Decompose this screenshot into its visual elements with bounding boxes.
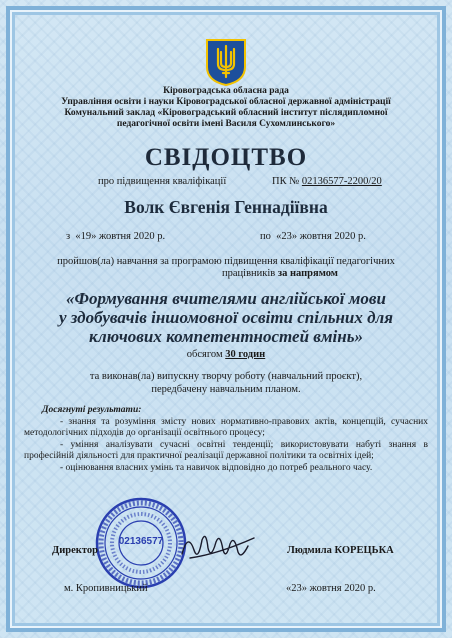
institute-name-line2: педагогічної освіти імені Василя Сухомлинського» <box>116 119 336 129</box>
institute-name-line1: Комунальний заклад «Кіровоградський обласний інститут післядипломної <box>64 108 388 118</box>
director-label: Директор <box>52 545 98 556</box>
work-line2: передбачену навчальним планом. <box>151 384 301 395</box>
training-line2 <box>222 268 338 279</box>
volume <box>0 349 452 360</box>
training-workers: працівників <box>222 268 276 279</box>
certificate-number <box>272 176 382 187</box>
results-block <box>24 405 428 475</box>
training-line1: пройшов(ла) навчання за програмою підвищення кваліфікації педагогічних <box>57 256 395 267</box>
training-direction: за напрямом <box>277 268 338 279</box>
certificate-title: СВІДОЦТВО <box>144 144 308 171</box>
to-prefix: по <box>260 231 271 242</box>
number-prefix: ПК № <box>272 176 300 187</box>
period-from <box>66 231 165 242</box>
result-item: - уміння аналізувати сучасні освітні тенденції; використовувати набуті знання в професійній діяльності для практичної реалізації державної політики та освітніх ідей; <box>24 439 428 462</box>
council-name: Кіровоградська обласна рада <box>163 86 289 96</box>
to-date: «23» жовтня 2020 р. <box>276 231 366 242</box>
issue-date: «23» жовтня 2020 р. <box>286 583 376 594</box>
program-title-line3: ключових компетентностей вмінь» <box>89 327 363 346</box>
program-title-line1: «Формування вчителями англійської мови <box>66 289 386 308</box>
number-value: 02136577-2200/20 <box>301 176 382 187</box>
from-prefix: з <box>66 231 71 242</box>
program-title-line2: у здобувачів іншомовної освіти спільних для <box>58 308 394 327</box>
signature-icon <box>178 524 258 568</box>
certificate-subtitle: про підвищення кваліфікації <box>98 176 227 187</box>
period-to <box>260 231 366 242</box>
city: м. Кропивницький <box>64 583 148 594</box>
recipient-name: Волк Євгенія Геннадіївна <box>124 197 328 217</box>
result-item: - оцінювання власних умінь та навичок відповідно до потреб реального часу. <box>60 462 373 473</box>
trident-emblem-icon <box>204 37 248 87</box>
result-item: - знання та розуміння змісту нових нормативно-правових актів, концепцій, сучасних методологічних підходів до організації освітнього процесу; <box>24 416 428 439</box>
department-name: Управління освіти і науки Кіровоградської обласної державної адміністрації <box>61 97 391 107</box>
director-name: Людмила КОРЕЦЬКА <box>287 545 394 556</box>
volume-prefix: обсягом <box>186 349 223 360</box>
stamp-code: 02136577 <box>118 536 164 547</box>
from-date: «19» жовтня 2020 р. <box>75 231 166 242</box>
work-line1: та виконав(ла) випускну творчу роботу (навчальний проєкт), <box>89 371 363 382</box>
results-heading: Досягнуті результати: <box>42 405 142 415</box>
volume-value: 30 годин <box>225 349 266 360</box>
